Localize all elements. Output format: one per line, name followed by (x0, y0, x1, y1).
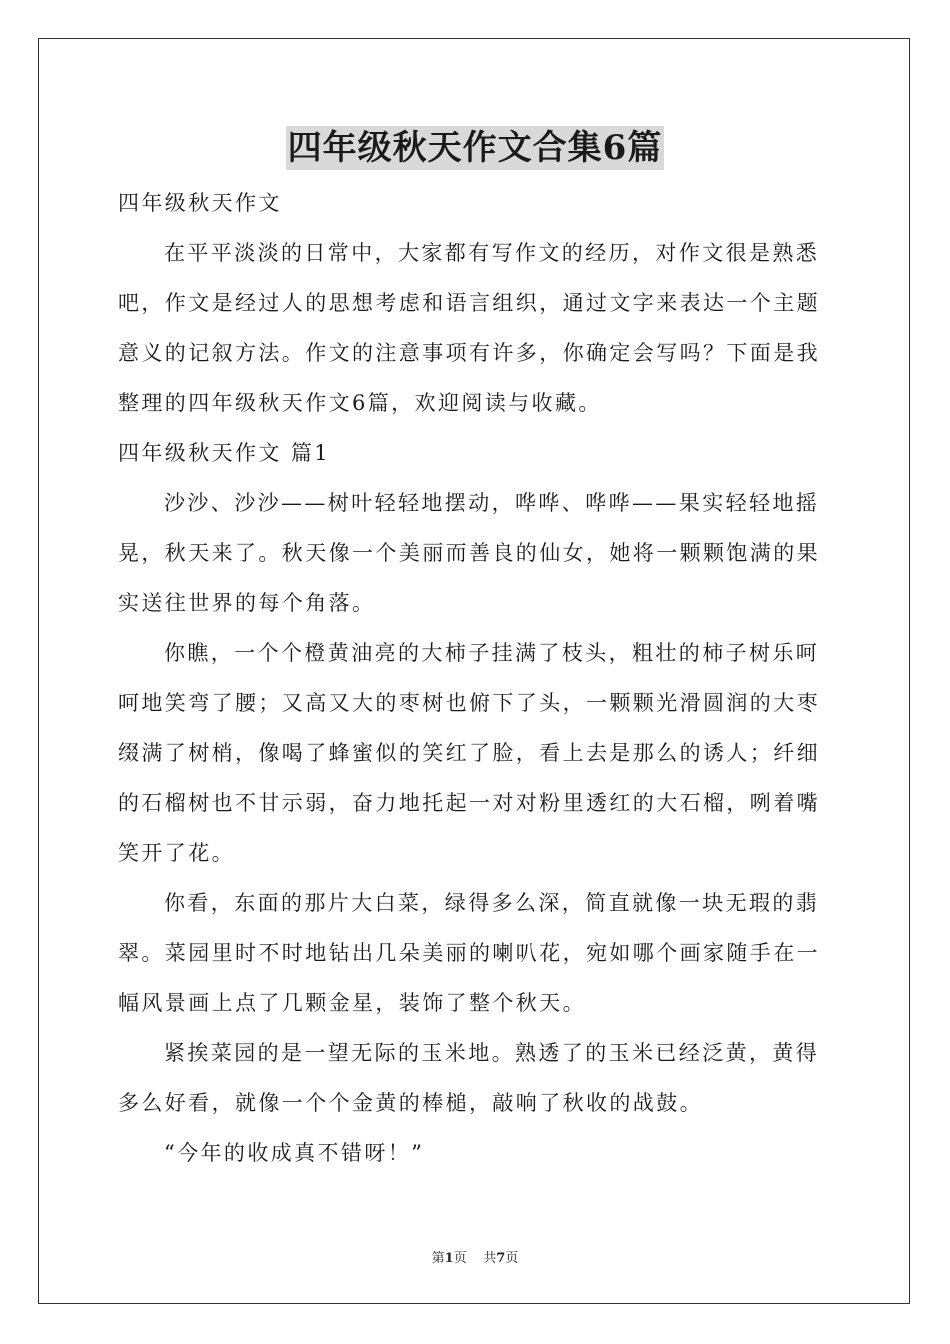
paragraph-line: 的石榴树也不甘示弱，奋力地托起一对对粉里透红的大石榴，咧着嘴 (118, 791, 820, 815)
page-label-suffix: 页 (453, 1251, 467, 1266)
total-label-prefix: 共 (483, 1251, 497, 1266)
page-label-prefix: 第 (431, 1251, 445, 1266)
paragraph-line: 幅风景画上点了几颗金星，装饰了整个秋天。 (118, 991, 586, 1015)
paragraph-line: 笑开了花。 (118, 841, 235, 865)
paragraph-line: 多么好看，就像一个个金黄的棒槌，敲响了秋收的战鼓。 (118, 1091, 703, 1115)
paragraph-line: 你看，东面的那片大白菜，绿得多么深，简直就像一块无瑕的翡 (164, 891, 820, 915)
paragraph-line: “今年的收成真不错呀！” (164, 1141, 425, 1165)
section-heading: 四年级秋天作文 篇1 (118, 441, 331, 465)
page-footer (0, 1247, 950, 1266)
paragraph-line: 吧，作文是经过人的思想考虑和语言组织，通过文字来表达一个主题 (118, 291, 820, 315)
total-label-suffix: 页 (505, 1251, 519, 1266)
paragraph-line: 整理的四年级秋天作文6篇，欢迎阅读与收藏。 (118, 391, 602, 415)
paragraph-line: 紧挨菜园的是一望无际的玉米地。熟透了的玉米已经泛黄，黄得 (164, 1041, 820, 1065)
paragraph-line: 呵地笑弯了腰；又高又大的枣树也俯下了头，一颗颗光滑圆润的大枣 (118, 691, 820, 715)
title-container (0, 126, 950, 170)
total-pages: 7 (496, 1251, 506, 1266)
section-heading: 四年级秋天作文 (118, 191, 282, 215)
paragraph-line: 晃，秋天来了。秋天像一个美丽而善良的仙女，她将一颗颗饱满的果 (118, 541, 820, 565)
paragraph-line: 缀满了树梢，像喝了蜂蜜似的笑红了脸，看上去是那么的诱人；纤细 (118, 741, 820, 765)
paragraph-line: 你瞧，一个个橙黄油亮的大柿子挂满了枝头，粗壮的柿子树乐呵 (164, 641, 820, 665)
paragraph-line: 在平平淡淡的日常中，大家都有写作文的经历，对作文很是熟悉 (164, 241, 820, 265)
paragraph-line: 实送往世界的每个角落。 (118, 591, 376, 615)
paragraph-line: 沙沙、沙沙——树叶轻轻地摆动，哗哗、哗哗——果实轻轻地摇 (164, 491, 820, 515)
document-body (118, 178, 833, 1178)
document-title: 四年级秋天作文合集6篇 (287, 128, 663, 168)
paragraph-line: 翠。菜园里时不时地钻出几朵美丽的喇叭花，宛如哪个画家随手在一 (118, 941, 820, 965)
paragraph-line: 意义的记叙方法。作文的注意事项有许多，你确定会写吗？下面是我 (118, 341, 820, 365)
page-number: 1 (444, 1251, 454, 1266)
